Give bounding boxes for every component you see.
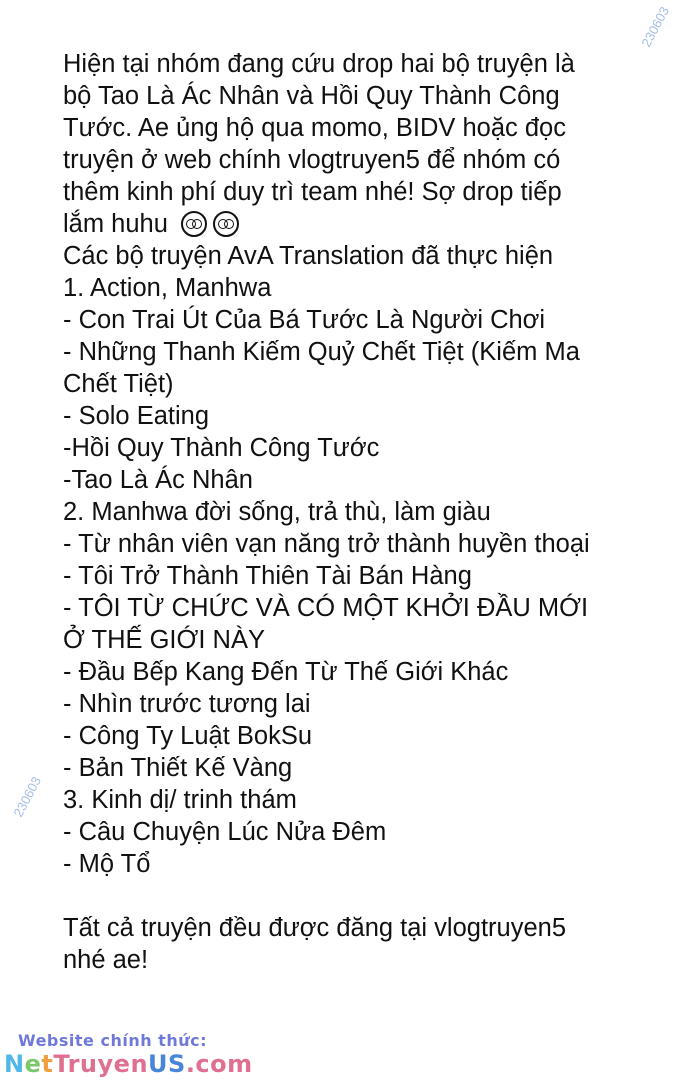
text-line: Tất cả truyện đều được đăng tại vlogtruyen5 — [63, 914, 567, 942]
text-line: thêm kinh phí duy trì team nhé! Sợ drop tiếp — [63, 178, 562, 206]
list-line: Chết Tiệt) — [63, 370, 174, 398]
text-line: Tước. Ae ủng hộ qua momo, BIDV hoặc đọc — [63, 114, 566, 142]
list-line: - Con Trai Út Của Bá Tước Là Người Chơi — [63, 306, 546, 334]
logo-part: e — [24, 1050, 42, 1078]
watermark: 230603 — [10, 774, 45, 820]
text-line: Hiện tại nhóm đang cứu drop hai bộ truyện là — [63, 50, 575, 78]
list-line: - Tôi Trở Thành Thiên Tài Bán Hàng — [63, 562, 472, 590]
site-logo — [4, 1050, 253, 1078]
list-line: - Bản Thiết Kế Vàng — [63, 754, 293, 782]
logo-part: .com — [185, 1050, 253, 1078]
watermark: 230603 — [638, 4, 673, 50]
list-line: - TÔI TỪ CHỨC VÀ CÓ MỘT KHỞI ĐẦU MỚI — [63, 594, 589, 622]
list-line: - Công Ty Luật BokSu — [63, 722, 313, 750]
list-line: Các bộ truyện AvA Translation đã thực hiện — [63, 242, 554, 270]
text-line: truyện ở web chính vlogtruyen5 để nhóm có — [63, 146, 561, 174]
list-line: -Hồi Quy Thành Công Tước — [63, 434, 380, 462]
list-line: 2. Manhwa đời sống, trả thù, làm giàu — [63, 498, 491, 526]
list-line: 1. Action, Manhwa — [63, 274, 272, 302]
list-line: - Từ nhân viên vạn năng trở thành huyền thoại — [63, 530, 590, 558]
list-line: - Đầu Bếp Kang Đến Từ Thế Giới Khác — [63, 658, 509, 686]
list-line: - Solo Eating — [63, 402, 210, 430]
flushed-face-icon — [181, 211, 207, 237]
logo-part: N — [4, 1050, 25, 1078]
list-line: 3. Kinh dị/ trinh thám — [63, 786, 297, 814]
list-line: Ở THẾ GIỚI NÀY — [63, 626, 265, 654]
text-line: nhé ae! — [63, 946, 149, 974]
document-text — [63, 48, 663, 976]
footer-label: Website chính thức: — [18, 1031, 207, 1050]
list-line: - Những Thanh Kiếm Quỷ Chết Tiệt (Kiếm Ma — [63, 338, 580, 366]
logo-part: t — [41, 1050, 54, 1078]
logo-part: US — [148, 1050, 186, 1078]
text-line: bộ Tao Là Ác Nhân và Hồi Quy Thành Công — [63, 82, 560, 110]
list-line: -Tao Là Ác Nhân — [63, 466, 253, 494]
text-line-with-emoji — [63, 208, 663, 240]
list-line: - Mộ Tổ — [63, 850, 151, 878]
logo-part: Truyen — [53, 1050, 149, 1078]
text-line: lắm huhu — [63, 210, 168, 238]
flushed-face-icon — [213, 211, 239, 237]
list-line: - Nhìn trước tương lai — [63, 690, 311, 718]
list-line: - Câu Chuyện Lúc Nửa Đêm — [63, 818, 387, 846]
